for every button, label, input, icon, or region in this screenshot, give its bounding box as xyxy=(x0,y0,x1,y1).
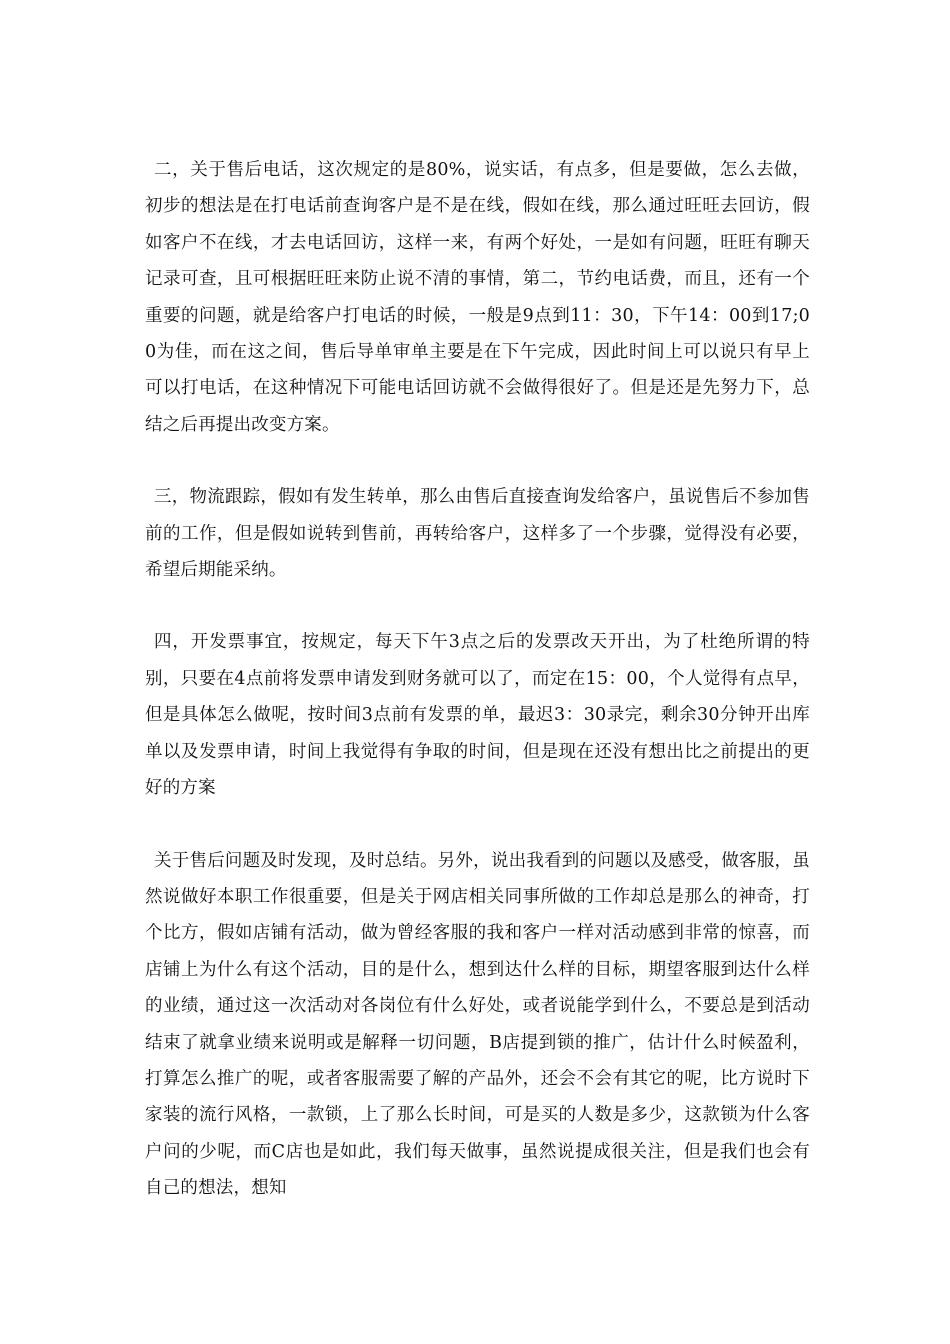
paragraph-logistics-tracking: 三，物流跟踪，假如有发生转单，那么由售后直接查询发给客户，虽说售后不参加售前的工作，但是假如说转到售前，再转给客户，这样多了一个步骤，觉得没有必要，希望后期能采纳。 xyxy=(145,487,810,581)
paragraph-invoice-matters: 四，开发票事宜，按规定，每天下午3点之后的发票改天开出，为了杜绝所谓的特别，只要在4点前将发票申请发到财务就可以了，而定在15：00，个人觉得有点早，但是具体怎么做呢，按时间3点前有发票的单，最迟3：30录完，剩余30分钟开出库单以及发票申请，时间上我觉得有争取的时间，但是现在还没有想出比之前提出的更好的方案 xyxy=(145,632,810,799)
paragraph-issue-summary: 关于售后问题及时发现，及时总结。另外，说出我看到的问题以及感受，做客服，虽然说做好本职工作很重要，但是关于网店相关同事所做的工作却总是那么的神奇，打个比方，假如店铺有活动，做为曾经客服的我和客户一样对活动感到非常的惊喜，而店铺上为什么有这个活动，目的是什么，想到达什么样的目标，期望客服到达什么样的业绩，通过这一次活动对各岗位有什么好处，或者说能学到什么，不要总是到活动结束了就拿业绩来说明或是解释一切问题，B店提到锁的推广，估计什么时候盈利，打算怎么推广的呢，或者客服需要了解的产品外，还会不会有其它的呢，比方说时下家装的流行风格，一款锁，上了那么长时间，可是买的人数是多少，这款锁为什么客户问的少呢，而C店也是如此，我们每天做事，虽然说提成很关注，但是我们也会有自己的想法，想知 xyxy=(145,850,810,1199)
document-body xyxy=(145,152,810,1207)
paragraph-after-sales-calls: 二，关于售后电话，这次规定的是80%，说实话，有点多，但是要做，怎么去做，初步的想法是在打电话前查询客户是不是在线，假如在线，那么通过旺旺去回访，假如客户不在线，才去电话回访，这样一来，有两个好处，一是如有问题，旺旺有聊天记录可查，且可根据旺旺来防止说不清的事情，第二，节约电话费，而且，还有一个重要的问题，就是给客户打电话的时候，一般是9点到11：30，下午14：00到17;00为佳，而在这之间，售后导单审单主要是在下午完成，因此时间上可以说只有早上可以打电话，在这种情况下可能电话回访就不会做得很好了。但是还是先努力下，总结之后再提出改变方案。 xyxy=(145,160,810,435)
